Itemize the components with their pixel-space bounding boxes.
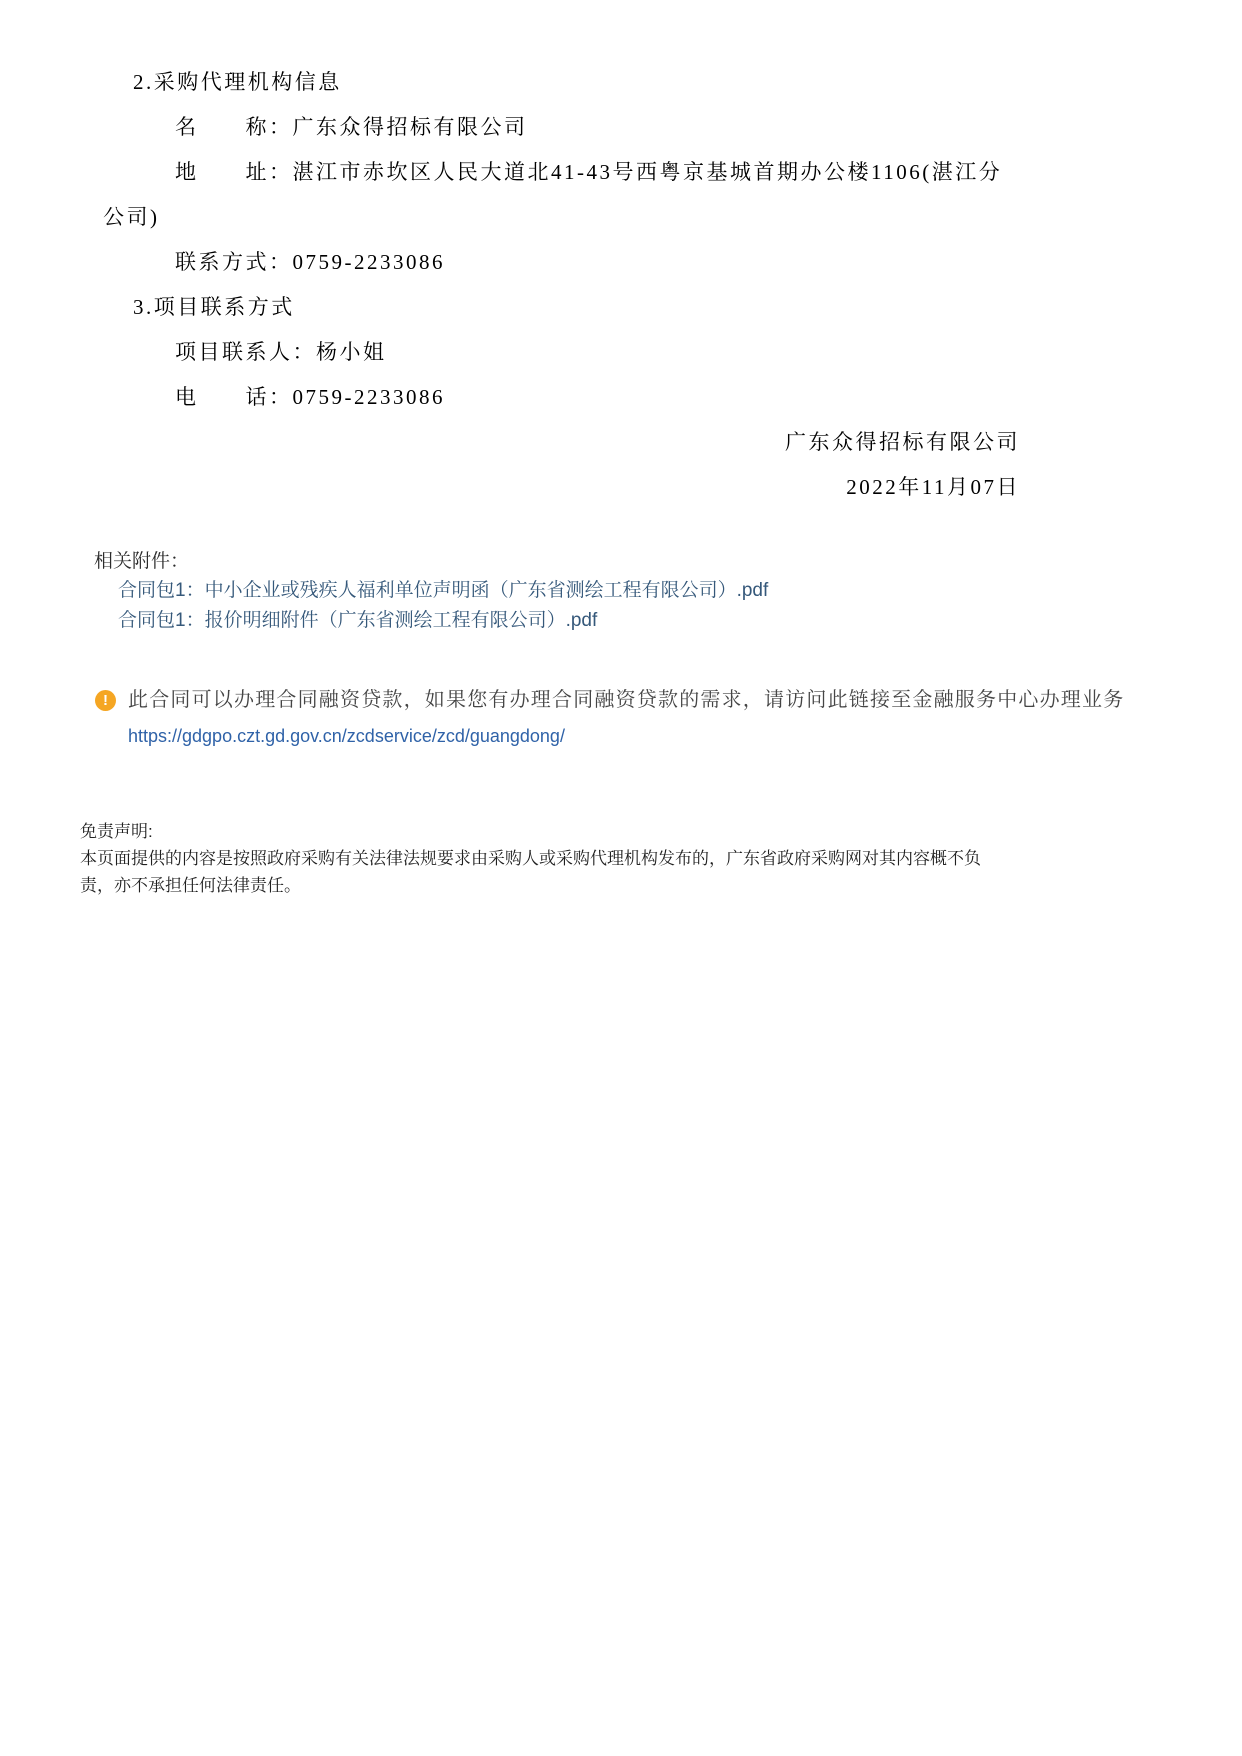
project-phone-line: 电 话：0759-2233086 <box>175 385 445 409</box>
project-contact-section-heading: 3.项目联系方式 <box>133 295 295 319</box>
disclaimer-text: 本页面提供的内容是按照政府采购有关法律法规要求由采购人或采购代理机构发布的，广东省政府采购网对其内容概不负责，亦不承担任何法律责任。 <box>80 849 981 895</box>
agency-contact-line: 联系方式：0759-2233086 <box>175 250 445 274</box>
finance-notice-text: 此合同可以办理合同融资贷款，如果您有办理合同融资贷款的需求，请访问此链接至金融服务中心办理业务 <box>128 689 1125 711</box>
finance-loan-notice <box>0 688 1242 748</box>
contract-document-body <box>0 0 1242 510</box>
project-contact-person-line: 项目联系人：杨小姐 <box>175 340 387 364</box>
disclaimer-title: 免责声明: <box>80 822 153 841</box>
attachment-list <box>0 576 1242 636</box>
disclaimer-section <box>0 818 1012 899</box>
attachment-link-quotation-pdf[interactable]: 合同包1：报价明细附件（广东省测绘工程有限公司）.pdf <box>118 610 598 631</box>
related-attachments-section <box>0 548 1242 636</box>
signature-date: 2022年11月07日 <box>846 475 1020 499</box>
agency-section-heading: 2.采购代理机构信息 <box>133 70 342 94</box>
exclamation-circle-icon: ! <box>95 690 116 711</box>
agency-address-line: 地 址：湛江市赤坎区人民大道北41-43号西粤京基城首期办公楼1106(湛江分公司) <box>103 160 1003 229</box>
finance-service-link[interactable]: https://gdgpo.czt.gd.gov.cn/zcdservice/zcd/guangdong/ <box>128 726 565 746</box>
agency-name-line: 名 称：广东众得招标有限公司 <box>175 115 528 139</box>
related-attachments-label: 相关附件： <box>94 551 190 572</box>
signature-company: 广东众得招标有限公司 <box>785 430 1020 454</box>
attachment-link-declaration-pdf[interactable]: 合同包1：中小企业或残疾人福利单位声明函（广东省测绘工程有限公司）.pdf <box>118 580 769 601</box>
